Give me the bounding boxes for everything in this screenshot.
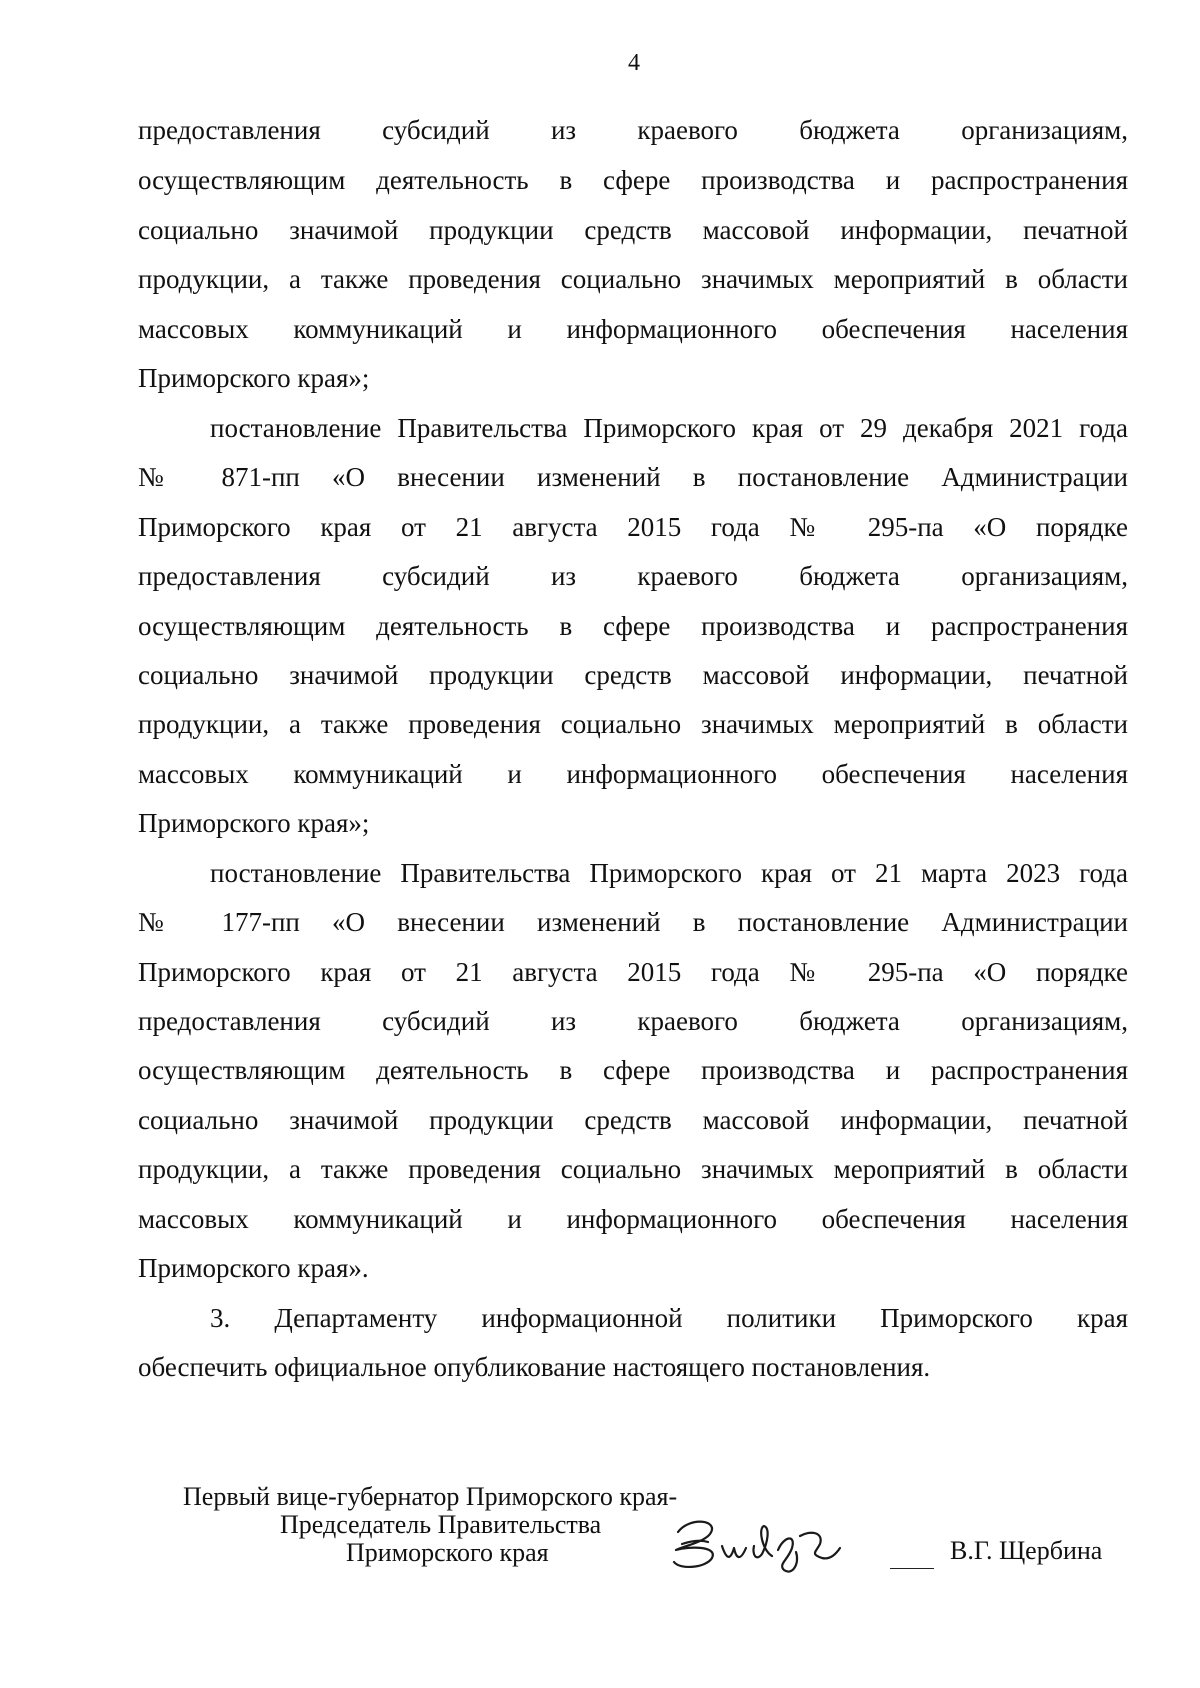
text-line: социально значимой продукции средств массовой информации, печатной <box>138 1105 1128 1135</box>
text-line: постановление Правительства Приморского края от 29 декабря 2021 года <box>210 413 1128 443</box>
text-line: Приморского края». <box>138 1253 369 1283</box>
text-line: массовых коммуникаций и информационного обеспечения населения <box>138 314 1128 344</box>
text-line: 3. Департаменту информационной политики Приморского края <box>210 1303 1128 1333</box>
text-line: массовых коммуникаций и информационного обеспечения населения <box>138 759 1128 789</box>
text-line: постановление Правительства Приморского края от 21 марта 2023 года <box>210 858 1128 888</box>
text-line: осуществляющим деятельность в сфере производства и распространения <box>138 1055 1128 1085</box>
text-line: социально значимой продукции средств массовой информации, печатной <box>138 215 1128 245</box>
text-line: предоставления субсидий из краевого бюджета организациям, <box>138 115 1128 145</box>
text-line: Приморского края»; <box>138 363 370 393</box>
text-line: продукции, а также проведения социально значимых мероприятий в области <box>138 709 1128 739</box>
text-line: № 871-пп «О внесении изменений в постановление Администрации <box>138 462 1128 492</box>
text-line: Приморского края от 21 августа 2015 года № 295-па «О порядке <box>138 957 1128 987</box>
signature-underline <box>890 1568 934 1569</box>
text-line: продукции, а также проведения социально значимых мероприятий в области <box>138 1154 1128 1184</box>
text-line: социально значимой продукции средств массовой информации, печатной <box>138 660 1128 690</box>
signatory-title-line1: Первый вице-губернатор Приморского края- <box>183 1482 678 1511</box>
text-line: Приморского края от 21 августа 2015 года № 295-па «О порядке <box>138 512 1128 542</box>
page-number: 4 <box>628 50 640 76</box>
text-line: массовых коммуникаций и информационного обеспечения населения <box>138 1204 1128 1234</box>
signatory-name: В.Г. Щербина <box>950 1536 1103 1565</box>
text-line: осуществляющим деятельность в сфере производства и распространения <box>138 165 1128 195</box>
text-line: предоставления субсидий из краевого бюджета организациям, <box>138 1006 1128 1036</box>
text-line: предоставления субсидий из краевого бюджета организациям, <box>138 561 1128 591</box>
text-line: осуществляющим деятельность в сфере производства и распространения <box>138 611 1128 641</box>
text-line: Приморского края»; <box>138 808 370 838</box>
text-line: № 177-пп «О внесении изменений в постановление Администрации <box>138 907 1128 937</box>
text-line: продукции, а также проведения социально значимых мероприятий в области <box>138 264 1128 294</box>
handwritten-signature <box>660 1506 860 1586</box>
signatory-title-line3: Приморского края <box>346 1538 549 1567</box>
text-line: обеспечить официальное опубликование настоящего постановления. <box>138 1352 931 1382</box>
signatory-title-line2: Председатель Правительства <box>280 1510 602 1539</box>
